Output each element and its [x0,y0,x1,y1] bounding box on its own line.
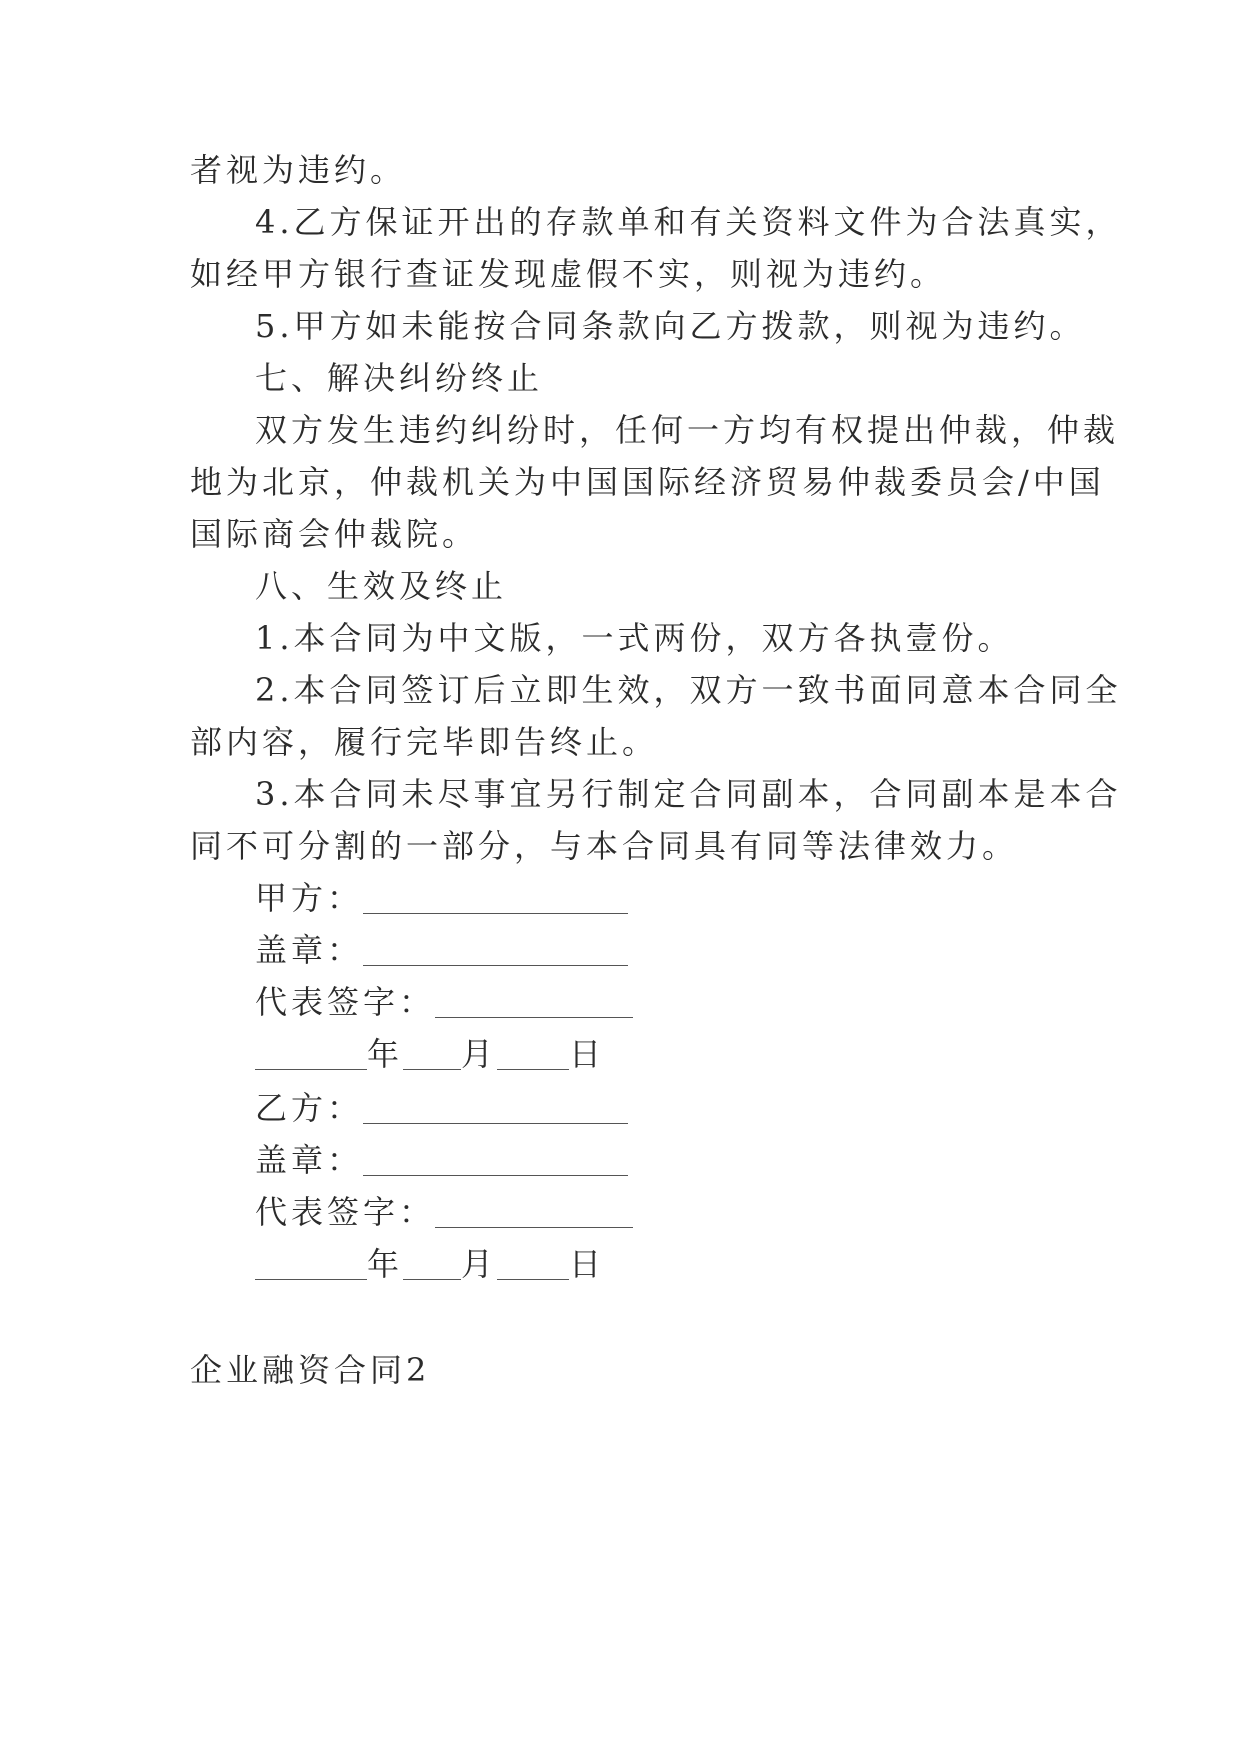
section-8-clause-2-continuation: 部内容，履行完毕即告终止。 [190,723,659,761]
party-a-sign-label: 代表签字： [255,983,436,1021]
clause-4-continuation: 如经甲方银行查证发现虚假不实，则视为违约。 [190,255,947,293]
party-b-sign-label: 代表签字： [255,1193,436,1231]
party-b-month-blank[interactable] [403,1249,461,1280]
paragraph-line: 者视为违约。 [190,151,407,189]
party-b-month-label: 月 [461,1245,498,1283]
party-b-year-blank[interactable] [255,1249,367,1280]
clause-4-line: 4.乙方保证开出的存款单和有关资料文件为合法真实， [255,203,1122,241]
next-document-title: 企业融资合同2 [190,1351,431,1389]
party-b-sign-blank[interactable] [435,1197,633,1228]
party-a-row [255,878,628,918]
section-8-clause-3-continuation: 同不可分割的一部分，与本合同具有同等法律效力。 [190,827,1019,865]
clause-5-line: 5.甲方如未能按合同条款向乙方拨款，则视为违约。 [255,307,1086,345]
section-7-paragraph-line: 国际商会仲裁院。 [190,515,479,553]
party-a-year-blank[interactable] [255,1039,367,1070]
party-a-sign-blank[interactable] [435,987,633,1018]
party-a-month-label: 月 [461,1035,498,1073]
party-a-day-label: 日 [569,1035,606,1073]
party-a-seal-row [255,930,628,970]
party-a-label: 甲方： [255,879,364,917]
party-b-seal-row [255,1140,628,1180]
party-b-day-label: 日 [569,1245,606,1283]
section-8-clause-1: 1.本合同为中文版，一式两份，双方各执壹份。 [255,619,1014,657]
party-a-seal-blank[interactable] [363,935,628,966]
party-b-sign-row [255,1192,633,1232]
section-7-paragraph-line: 地为北京，仲裁机关为中国国际经济贸易仲裁委员会/中国 [190,463,1105,501]
section-7-heading: 七、解决纠纷终止 [255,359,544,397]
party-b-day-blank[interactable] [497,1249,569,1280]
party-a-seal-label: 盖章： [255,931,364,969]
party-a-month-blank[interactable] [403,1039,461,1070]
party-a-day-blank[interactable] [497,1039,569,1070]
section-8-clause-2: 2.本合同签订后立即生效，双方一致书面同意本合同全 [255,671,1122,709]
party-a-sign-row [255,982,633,1022]
section-8-heading: 八、生效及终止 [255,567,508,605]
party-b-row [255,1088,628,1128]
section-8-clause-3: 3.本合同未尽事宜另行制定合同副本，合同副本是本合 [255,775,1122,813]
party-b-year-label: 年 [367,1245,404,1283]
party-b-blank[interactable] [363,1093,628,1124]
party-a-date-row [255,1034,605,1074]
party-b-seal-blank[interactable] [363,1145,628,1176]
party-b-label: 乙方： [255,1089,364,1127]
party-a-blank[interactable] [363,883,628,914]
section-7-paragraph-line: 双方发生违约纠纷时，任何一方均有权提出仲裁，仲裁 [255,411,1120,449]
party-b-date-row [255,1244,605,1284]
party-b-seal-label: 盖章： [255,1141,364,1179]
party-a-year-label: 年 [367,1035,404,1073]
